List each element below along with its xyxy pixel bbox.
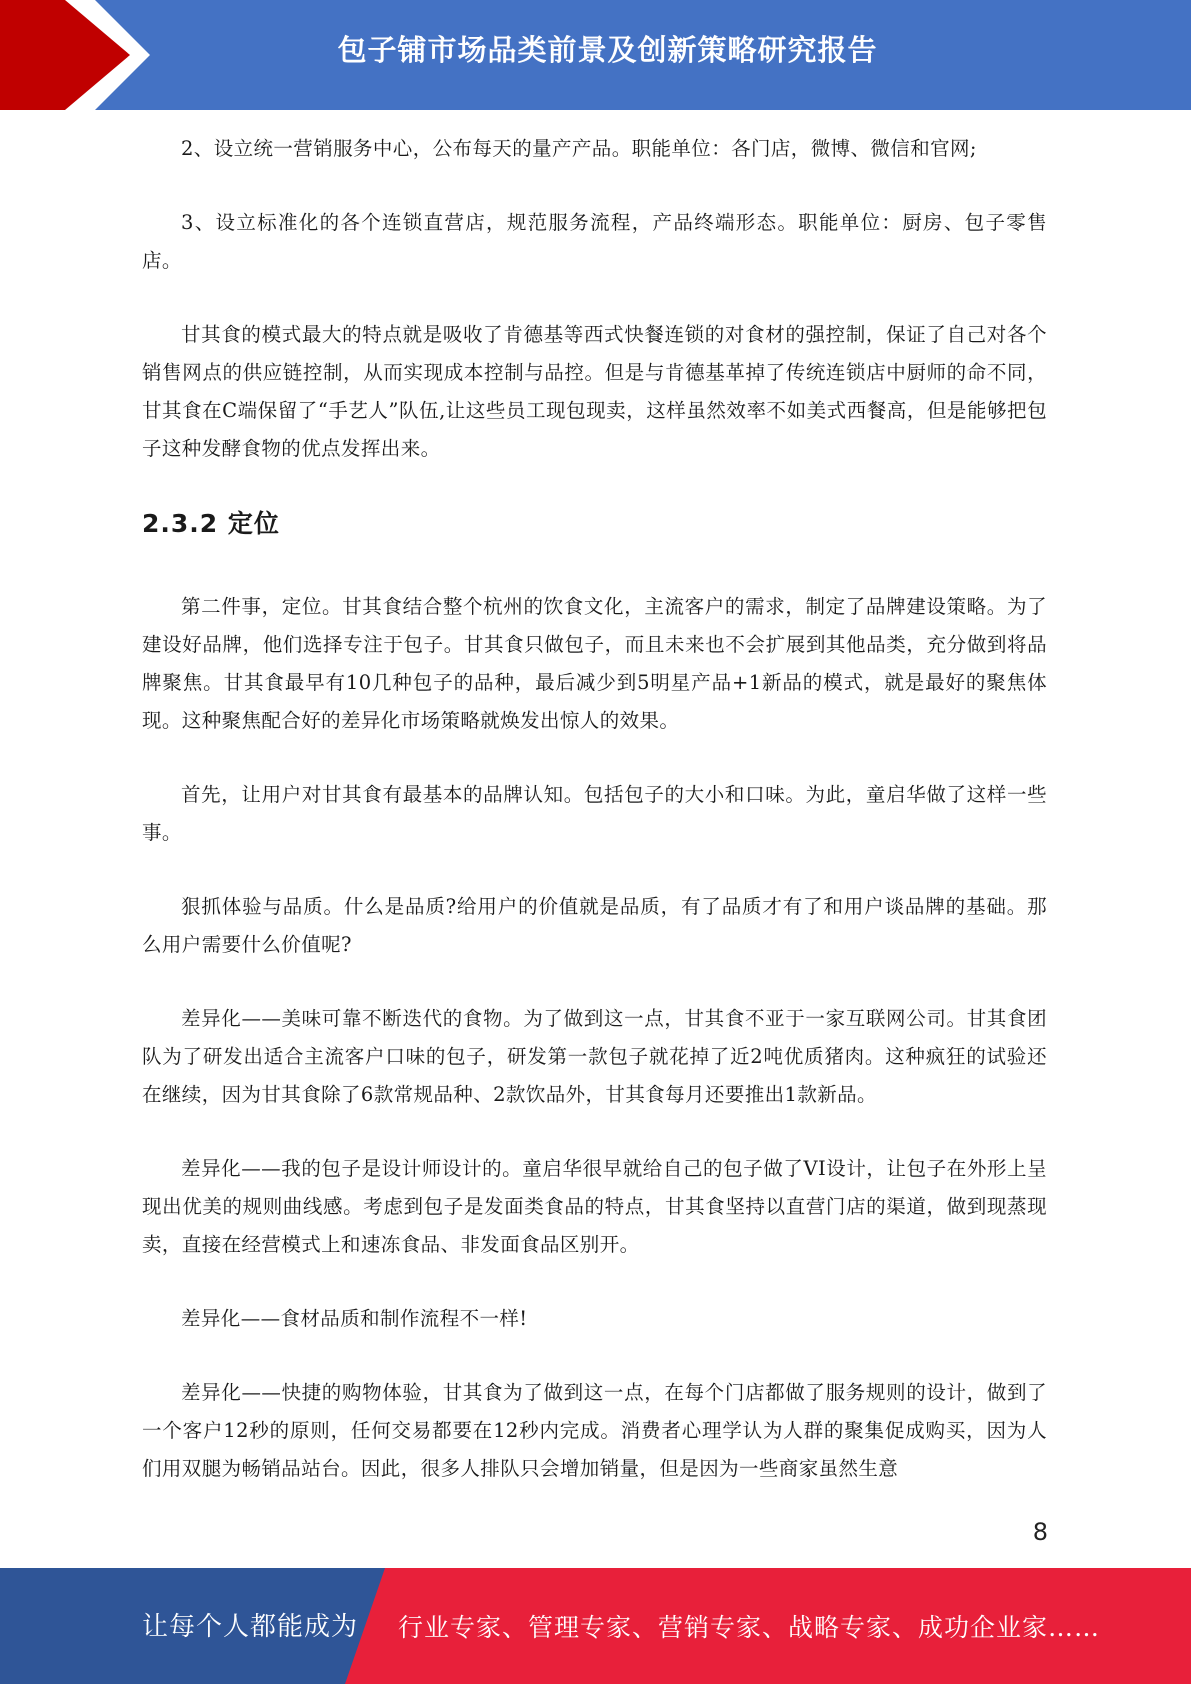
paragraph: 差异化——我的包子是设计师设计的。童启华很早就给自己的包子做了VI设计，让包子在外形上呈现出优美的规则曲线感。考虑到包子是发面类食品的特点，甘其食坚持以直营门店的渠道，做到现蒸现卖，直接在经营模式上和速冻食品、非发面食品区别开。 xyxy=(142,1157,1047,1256)
paragraph: 2、设立统一营销服务中心，公布每天的量产产品。职能单位：各门店，微博、微信和官网; xyxy=(181,137,977,160)
report-title: 包子铺市场品类前景及创新策略研究报告 xyxy=(337,33,878,67)
page-header xyxy=(0,0,1191,110)
paragraph: 差异化——食材品质和制作流程不一样! xyxy=(181,1307,528,1330)
footer-roles: 行业专家、管理专家、营销专家、战略专家、成功企业家…… xyxy=(398,1613,1101,1642)
footer-slogan: 让每个人都能成为 xyxy=(142,1612,359,1642)
section-heading: 2.3.2 定位 xyxy=(142,509,280,538)
page-content xyxy=(142,130,1047,1524)
paragraph: 3、设立标准化的各个连锁直营店，规范服务流程，产品终端形态。职能单位：厨房、包子零售店。 xyxy=(142,211,1047,272)
page-footer xyxy=(0,1568,1191,1684)
paragraph: 差异化——快捷的购物体验，甘其食为了做到这一点，在每个门店都做了服务规则的设计，做到了一个客户12秒的原则，任何交易都要在12秒内完成。消费者心理学认为人群的聚集促成购买，因为人们用双腿为畅销品站台。因此，很多人排队只会增加销量，但是因为一些商家虽然生意 xyxy=(142,1381,1047,1480)
page-number: 8 xyxy=(1032,1518,1048,1546)
paragraph: 甘其食的模式最大的特点就是吸收了肯德基等西式快餐连锁的对食材的强控制，保证了自己对各个销售网点的供应链控制，从而实现成本控制与品控。但是与肯德基革掉了传统连锁店中厨师的命不同，甘其食在C端保留了“手艺人”队伍,让这些员工现包现卖，这样虽然效率不如美式西餐高，但是能够把包子这种发酵食物的优点发挥出来。 xyxy=(142,323,1047,460)
paragraph: 狠抓体验与品质。什么是品质?给用户的价值就是品质，有了品质才有了和用户谈品牌的基础。那么用户需要什么价值呢? xyxy=(142,895,1047,956)
paragraph: 首先，让用户对甘其食有最基本的品牌认知。包括包子的大小和口味。为此，童启华做了这样一些事。 xyxy=(142,783,1047,844)
paragraph: 第二件事，定位。甘其食结合整个杭州的饮食文化，主流客户的需求，制定了品牌建设策略。为了建设好品牌，他们选择专注于包子。甘其食只做包子，而且未来也不会扩展到其他品类，充分做到将品牌聚焦。甘其食最早有10几种包子的品种，最后减少到5明星产品+1新品的模式，就是最好的聚焦体现。这种聚焦配合好的差异化市场策略就焕发出惊人的效果。 xyxy=(142,595,1047,732)
paragraph: 差异化——美味可靠不断迭代的食物。为了做到这一点，甘其食不亚于一家互联网公司。甘其食团队为了研发出适合主流客户口味的包子，研发第一款包子就花掉了近2吨优质猪肉。这种疯狂的试验还在继续，因为甘其食除了6款常规品种、2款饮品外，甘其食每月还要推出1款新品。 xyxy=(142,1007,1047,1106)
